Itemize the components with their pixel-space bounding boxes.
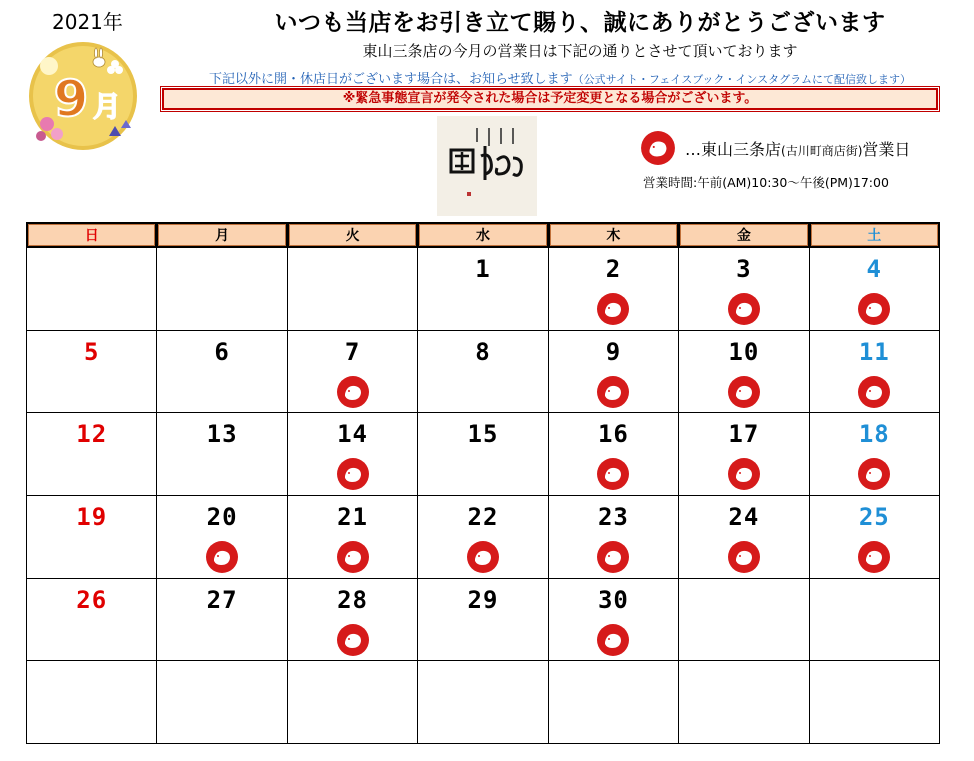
month-badge <box>27 40 139 152</box>
calendar-day-cell <box>549 661 678 743</box>
day-number: 2 <box>605 255 622 283</box>
notice-info-text: 下記以外に開・休店日がございます場合は、お知らせ致します <box>209 72 573 87</box>
page-subtitle: 東山三条店の今月の営業日は下記の通りとさせて頂いております <box>362 42 798 60</box>
calendar-day-cell <box>549 496 678 578</box>
day-number: 26 <box>76 585 108 614</box>
calendar-day-cell <box>679 496 808 578</box>
calendar-day-cell <box>810 661 939 743</box>
day-number: 21 <box>337 502 369 531</box>
calendar-day-cell <box>418 248 547 330</box>
calendar-day-cell <box>27 496 156 578</box>
weekday-header-fri: 金 <box>680 224 807 246</box>
calendar-day-cell <box>549 331 678 413</box>
open-day-mark-icon <box>205 540 239 574</box>
day-number: 19 <box>76 502 108 531</box>
day-number: 5 <box>83 337 100 366</box>
open-day-mark-icon <box>857 540 891 574</box>
open-day-mark-icon <box>596 457 630 491</box>
day-number: 14 <box>337 420 369 449</box>
day-number: 16 <box>597 420 629 449</box>
weekday-header-sat: 土 <box>811 224 938 246</box>
calendar-day-cell <box>418 331 547 413</box>
day-number: 7 <box>344 337 361 366</box>
calendar-day-cell <box>418 413 547 495</box>
calendar-day-cell <box>288 496 417 578</box>
day-number: 9 <box>605 337 622 366</box>
calendar-day-cell <box>157 496 286 578</box>
calendar-day-cell <box>679 413 808 495</box>
notice-warning: ※緊急事態宣言が発令された場合は予定変更となる場合がございます。 <box>162 88 938 110</box>
day-number: 15 <box>467 420 499 449</box>
notice-info-channels: （公式サイト・フェイスブック・インスタグラムにて配信致します） <box>572 73 911 86</box>
weekday-header-thu: 木 <box>550 224 677 246</box>
day-number: 6 <box>214 337 230 366</box>
day-number: 10 <box>728 337 760 366</box>
legend-label: …東山三条店(古川町商店街)営業日 <box>685 140 911 159</box>
svg-text:9: 9 <box>53 70 89 128</box>
calendar-day-cell <box>549 413 678 495</box>
page-title: いつも当店をお引き立て賜り、誠にありがとうございます <box>274 10 886 36</box>
calendar-day-cell <box>157 413 286 495</box>
calendar-day-cell <box>418 661 547 743</box>
calendar-day-cell <box>27 661 156 743</box>
day-number: 29 <box>467 585 499 614</box>
open-day-mark-icon <box>336 540 370 574</box>
open-day-mark-icon <box>727 292 761 326</box>
day-number: 1 <box>475 255 491 283</box>
open-day-mark-icon <box>727 540 761 574</box>
day-number: 20 <box>206 502 238 531</box>
day-number: 12 <box>76 420 108 449</box>
calendar-day-cell <box>27 413 156 495</box>
open-day-mark-icon <box>596 292 630 326</box>
calendar-day-cell <box>549 248 678 330</box>
day-number: 24 <box>728 502 760 531</box>
day-number: 8 <box>475 337 491 366</box>
open-day-mark-icon <box>596 540 630 574</box>
shop-logo <box>437 116 537 216</box>
open-day-mark-icon <box>727 375 761 409</box>
calendar-day-cell <box>157 248 286 330</box>
day-number: 25 <box>858 502 890 531</box>
day-number: 18 <box>858 420 890 449</box>
day-number: 4 <box>866 255 882 283</box>
day-number: 17 <box>728 420 760 449</box>
calendar-day-cell <box>679 579 808 661</box>
day-number: 27 <box>206 585 238 614</box>
calendar-day-cell <box>810 331 939 413</box>
calendar-day-cell <box>27 579 156 661</box>
day-number: 23 <box>597 502 629 531</box>
calendar-day-cell <box>679 661 808 743</box>
business-hours: 営業時間:午前(AM)10:30～午後(PM)17:00 <box>643 175 889 190</box>
calendar-day-cell <box>288 661 417 743</box>
open-day-mark-icon <box>466 540 500 574</box>
open-day-mark-icon <box>336 375 370 409</box>
open-day-mark-icon <box>336 457 370 491</box>
calendar-day-cell <box>810 413 939 495</box>
calendar-day-cell <box>810 579 939 661</box>
day-number: 13 <box>206 420 238 449</box>
weekday-header-sun: 日 <box>28 224 155 246</box>
calendar-day-cell <box>810 248 939 330</box>
weekday-header-tue: 火 <box>289 224 416 246</box>
weekday-header-mon: 月 <box>158 224 285 246</box>
open-day-mark-icon <box>857 457 891 491</box>
open-day-mark-icon <box>857 375 891 409</box>
calendar-day-cell <box>810 496 939 578</box>
open-day-mark-icon <box>857 292 891 326</box>
calendar-day-cell <box>549 579 678 661</box>
year-label: 2021年 <box>52 10 123 34</box>
open-day-mark-icon <box>336 623 370 657</box>
notice-info <box>160 68 960 87</box>
calendar-day-cell <box>288 413 417 495</box>
calendar-day-cell <box>288 331 417 413</box>
calendar-day-cell <box>157 661 286 743</box>
calendar-day-cell <box>157 331 286 413</box>
open-day-mark-icon <box>596 375 630 409</box>
day-number: 22 <box>467 502 499 531</box>
svg-text:月: 月 <box>92 90 122 123</box>
open-day-mark-icon <box>727 457 761 491</box>
day-number: 30 <box>597 585 629 614</box>
day-number: 11 <box>858 337 890 366</box>
calendar-day-cell <box>27 331 156 413</box>
calendar-day-cell <box>157 579 286 661</box>
calendar-day-cell <box>679 248 808 330</box>
calendar-day-cell <box>27 248 156 330</box>
calendar-day-cell <box>418 579 547 661</box>
open-day-mark-icon <box>640 130 676 166</box>
calendar-day-cell <box>288 579 417 661</box>
day-number: 3 <box>736 255 752 283</box>
calendar-grid <box>26 222 940 744</box>
day-number: 28 <box>337 585 369 614</box>
calendar-day-cell <box>418 496 547 578</box>
calendar-day-cell <box>288 248 417 330</box>
weekday-header-wed: 水 <box>419 224 546 246</box>
calendar-day-cell <box>679 331 808 413</box>
open-day-mark-icon <box>596 623 630 657</box>
